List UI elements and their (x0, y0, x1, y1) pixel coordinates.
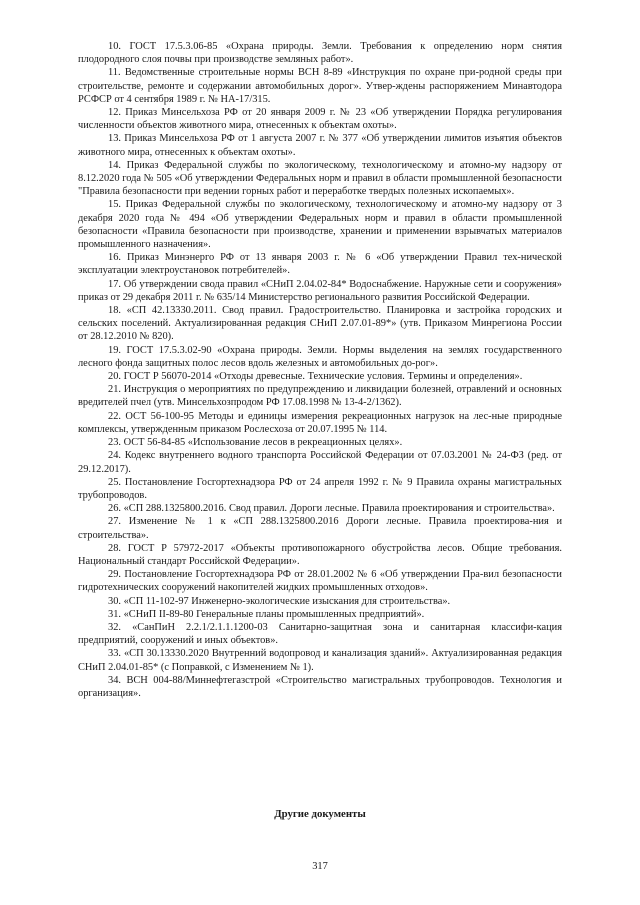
reference-item: 13. Приказ Минсельхоза РФ от 1 августа 2007 г. № 377 «Об утверждении лимитов изъятия объектов животного мира, отнесенных к объектам охоты». (78, 133, 562, 158)
reference-list (78, 40, 562, 700)
reference-item: 28. ГОСТ Р 57972-2017 «Объекты противопожарного обустройства лесов. Общие требования. Национальный стандарт Российской Федерации». (78, 542, 562, 567)
reference-item: 27. Изменение № 1 к «СП 288.1325800.2016 Дороги лесные. Правила проектирова-ния и строительства». (78, 516, 562, 541)
reference-item: 26. «СП 288.1325800.2016. Свод правил. Дороги лесные. Правила проектирования и строительства». (108, 503, 555, 515)
reference-item: 10. ГОСТ 17.5.3.06-85 «Охрана природы. Земли. Требования к определению норм снятия плодородного слоя почвы при производстве земляных работ». (78, 41, 562, 66)
reference-item: 22. ОСТ 56-100-95 Методы и единицы измерения рекреационных нагрузок на лес-ные природные комплексы, утвержденным приказом Рослесхоза от 20.07.1995 № 114. (78, 410, 562, 435)
reference-item: 15. Приказ Федеральной службы по экологическому, технологическому и атомно-му надзору от 3 декабря 2020 года № 494 «Об утверждении Федеральных норм и правил в области промышленной безопасности «Правила безопасности при производстве, хранении и применении взрывчатых материалов промышленного назначения». (78, 199, 562, 251)
reference-item: 12. Приказ Минсельхоза РФ от 20 января 2009 г. № 23 «Об утверждении Порядка регулирования численности объектов животного мира, отнесенных к объектам охоты». (78, 107, 562, 132)
reference-item: 31. «СНиП II-89-80 Генеральные планы промышленных предприятий». (108, 608, 425, 620)
reference-item: 21. Инструкция о мероприятиях по предупреждению и ликвидации болезней, отравлений и основных вредителей пчел (утв. Минсельхозпродом РФ 17.08.1998 № 13-4-2/1362). (78, 384, 562, 409)
page-number: 317 (312, 861, 328, 872)
reference-item: 16. Приказ Минэнерго РФ от 13 января 2003 г. № 6 «Об утверждении Правил тех-нической эксплуатации электроустановок потребителей». (78, 252, 562, 277)
reference-item: 25. Постановление Госгортехнадзора РФ от 24 апреля 1992 г. № 9 Правила охраны магистральных трубопроводов. (78, 476, 562, 501)
reference-item: 23. ОСТ 56-84-85 «Использование лесов в рекреационных целях». (108, 437, 403, 449)
reference-item: 29. Постановление Госгортехнадзора РФ от 28.01.2002 № 6 «Об утверждении Пра-вил безопасности гидротехнических сооружений накопителей жидких промышленных отходов». (78, 569, 562, 594)
reference-item: 18. «СП 42.13330.2011. Свод правил. Градостроительство. Планировка и застройка городских и сельских поселений. Актуализированная редакция СНиП 2.07.01-89*» (утв. Приказом Минрегиона России от 28.12.2010 № 820). (78, 305, 562, 343)
reference-item: 19. ГОСТ 17.5.3.02-90 «Охрана природы. Земли. Нормы выделения на землях государственного лесного фонда защитных полос лесов вдоль железных и автомобильных до-рог». (78, 344, 562, 369)
section-heading: Другие документы (274, 808, 366, 820)
reference-item: 17. Об утверждении свода правил «СНиП 2.04.02-84* Водоснабжение. Наружные сети и сооружения» приказ от 29 декабря 2011 г. № 635/14 Министерство регионального развития Российской Федерации. (78, 278, 562, 303)
reference-item: 20. ГОСТ Р 56070-2014 «Отходы древесные. Технические условия. Термины и определения». (108, 371, 523, 383)
reference-item: 14. Приказ Федеральной службы по экологическому, технологическому и атомно-му надзору от 8.12.2020 года № 505 «Об утверждении Федеральных норм и правил в области промышленной безопасности "Правила безопасности при ведении горных работ и переработке твердых полезных ископаемых». (78, 159, 562, 198)
reference-item: 30. «СП 11-102-97 Инженерно-экологические изыскания для строительства». (108, 595, 451, 607)
reference-item: 11. Ведомственные строительные нормы ВСН 8-89 «Инструкция по охране при-родной среды при строительстве, ремонте и содержании автомобильных дорог». Утвер-ждены распоряжением Минавтодора РСФСР от 4 сентября 1989 г. № НА-17/315. (78, 67, 562, 105)
reference-item: 34. ВСН 004-88/Миннефтегазстрой «Строительство магистральных трубопроводов. Технология и организация». (78, 674, 562, 699)
reference-item: 32. «СанПиН 2.2.1/2.1.1.1200-03 Санитарно-защитная зона и санитарная классифи-кация предприятий, сооружений и иных объектов». (78, 621, 562, 647)
reference-item: 24. Кодекс внутреннего водного транспорта Российской Федерации от 07.03.2001 № 24-ФЗ (ред. от 29.12.2017). (78, 450, 562, 475)
reference-item: 33. «СП 30.13330.2020 Внутренний водопровод и канализация зданий». Актуализированная редакция СНиП 2.04.01-85* (с Поправкой, с Изменением № 1). (78, 648, 562, 673)
